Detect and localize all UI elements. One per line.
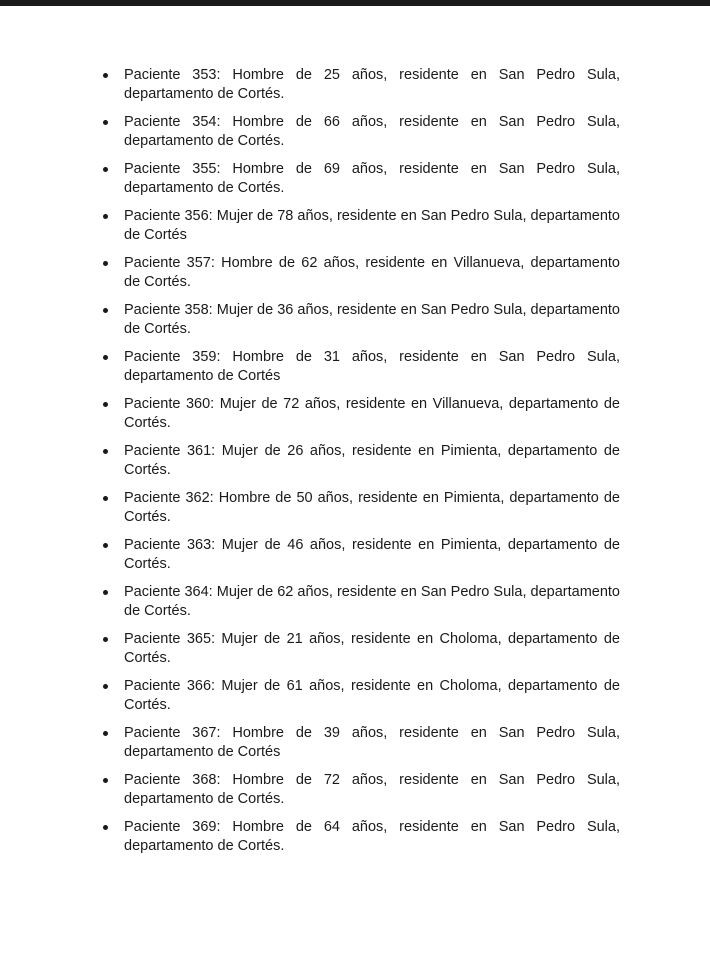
list-item	[0, 771, 710, 807]
bullet-icon	[103, 167, 108, 172]
list-item-text: Paciente 369: Hombre de 64 años, residente en San Pedro Sula, departamento de Cortés.	[124, 819, 620, 854]
bullet-icon	[103, 261, 108, 266]
bullet-icon	[103, 308, 108, 313]
list-item-text: Paciente 359: Hombre de 31 años, residente en San Pedro Sula, departamento de Cortés	[124, 349, 620, 384]
list-item-text: Paciente 363: Mujer de 46 años, residente en Pimienta, departamento de Cortés.	[124, 537, 620, 572]
list-item	[0, 724, 710, 760]
list-item	[0, 630, 710, 666]
list-item-text: Paciente 356: Mujer de 78 años, residente en San Pedro Sula, departamento de Cortés	[124, 208, 620, 243]
list-item-text: Paciente 358: Mujer de 36 años, residente en San Pedro Sula, departamento de Cortés.	[124, 302, 620, 337]
bullet-icon	[103, 684, 108, 689]
list-item-text: Paciente 355: Hombre de 69 años, residente en San Pedro Sula, departamento de Cortés.	[124, 161, 620, 196]
list-item	[0, 489, 710, 525]
list-item-text: Paciente 361: Mujer de 26 años, residente en Pimienta, departamento de Cortés.	[124, 443, 620, 478]
list-item	[0, 160, 710, 196]
bullet-icon	[103, 637, 108, 642]
bullet-icon	[103, 214, 108, 219]
list-item-text: Paciente 366: Mujer de 61 años, residente en Choloma, departamento de Cortés.	[124, 678, 620, 713]
list-item-text: Paciente 357: Hombre de 62 años, residente en Villanueva, departamento de Cortés.	[124, 255, 620, 290]
list-item-text: Paciente 353: Hombre de 25 años, residente en San Pedro Sula, departamento de Cortés.	[124, 67, 620, 102]
list-item-text: Paciente 354: Hombre de 66 años, residente en San Pedro Sula, departamento de Cortés.	[124, 114, 620, 149]
list-item	[0, 254, 710, 290]
bullet-icon	[103, 590, 108, 595]
list-item	[0, 66, 710, 102]
bullet-icon	[103, 355, 108, 360]
list-item	[0, 818, 710, 854]
bullet-icon	[103, 402, 108, 407]
list-item	[0, 395, 710, 431]
list-item	[0, 113, 710, 149]
bullet-icon	[103, 543, 108, 548]
list-item-text: Paciente 364: Mujer de 62 años, residente en San Pedro Sula, departamento de Cortés.	[124, 584, 620, 619]
bullet-icon	[103, 778, 108, 783]
bullet-icon	[103, 73, 108, 78]
bullet-icon	[103, 449, 108, 454]
bullet-icon	[103, 120, 108, 125]
bullet-icon	[103, 825, 108, 830]
bullet-icon	[103, 731, 108, 736]
list-item-text: Paciente 365: Mujer de 21 años, residente en Choloma, departamento de Cortés.	[124, 631, 620, 666]
bullet-icon	[103, 496, 108, 501]
list-item	[0, 207, 710, 243]
patient-list	[0, 66, 710, 865]
list-item	[0, 583, 710, 619]
list-item	[0, 677, 710, 713]
list-item-text: Paciente 362: Hombre de 50 años, residente en Pimienta, departamento de Cortés.	[124, 490, 620, 525]
list-item	[0, 301, 710, 337]
list-item	[0, 536, 710, 572]
list-item	[0, 442, 710, 478]
list-item-text: Paciente 367: Hombre de 39 años, residente en San Pedro Sula, departamento de Cortés	[124, 725, 620, 760]
list-item-text: Paciente 360: Mujer de 72 años, residente en Villanueva, departamento de Cortés.	[124, 396, 620, 431]
list-item	[0, 348, 710, 384]
list-item-text: Paciente 368: Hombre de 72 años, residente en San Pedro Sula, departamento de Cortés.	[124, 772, 620, 807]
